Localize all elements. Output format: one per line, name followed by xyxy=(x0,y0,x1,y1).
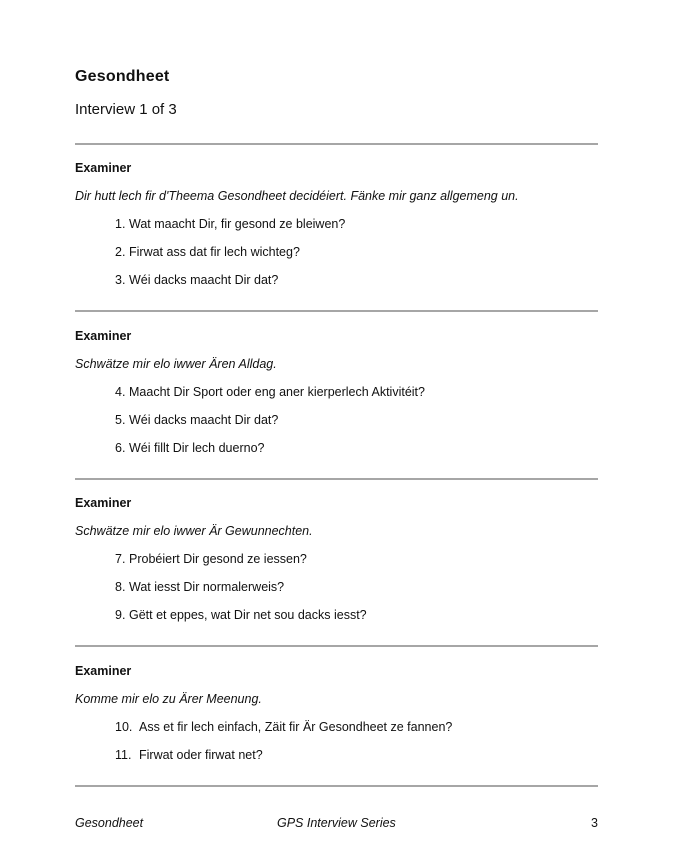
question-item xyxy=(75,244,598,260)
question-item xyxy=(75,551,598,567)
section-divider xyxy=(75,645,598,647)
question-text: Wat maacht Dir, fir gesond ze bleiwen? xyxy=(129,217,346,231)
section-divider xyxy=(75,143,598,145)
section-divider xyxy=(75,310,598,312)
question-number: 5. xyxy=(115,413,126,427)
question-text: Wat iesst Dir normalerweis? xyxy=(129,580,285,594)
question-list xyxy=(75,551,598,623)
question-number: 2. xyxy=(115,245,126,259)
question-number: 10. xyxy=(115,720,133,734)
section-intro: Schwätze mir elo iwwer Ären Alldag. xyxy=(75,357,277,371)
examiner-section-2 xyxy=(75,328,598,456)
question-number: 6. xyxy=(115,441,126,455)
question-list xyxy=(75,719,598,763)
question-item xyxy=(75,216,598,232)
footer-title: Gesondheet xyxy=(75,816,144,830)
section-intro: Schwätze mir elo iwwer Är Gewunnechten. xyxy=(75,524,313,538)
question-text: Probéiert Dir gesond ze iessen? xyxy=(129,552,307,566)
examiner-section-1 xyxy=(75,160,598,288)
question-item xyxy=(75,747,598,763)
question-text: Maacht Dir Sport oder eng aner kierperlech Aktivitéit? xyxy=(129,385,425,399)
question-item xyxy=(75,384,598,400)
question-number: 8. xyxy=(115,580,126,594)
question-list xyxy=(75,216,598,288)
question-number: 11. xyxy=(115,748,132,762)
question-item xyxy=(75,440,598,456)
question-item xyxy=(75,719,598,735)
section-intro: Komme mir elo zu Ärer Meenung. xyxy=(75,692,262,706)
examiner-label: Examiner xyxy=(75,496,132,510)
question-text: Wéi fillt Dir lech duerno? xyxy=(129,441,265,455)
section-intro: Dir hutt lech fir d'Theema Gesondheet decidéiert. Fänke mir ganz allgemeng un. xyxy=(75,189,519,203)
document-subtitle: Interview 1 of 3 xyxy=(75,101,177,118)
page-number: 3 xyxy=(591,816,598,830)
document-page xyxy=(75,0,598,867)
question-text: Firwat oder firwat net? xyxy=(139,748,263,762)
document-title: Gesondheet xyxy=(75,68,170,85)
question-number: 3. xyxy=(115,273,126,287)
examiner-section-3 xyxy=(75,495,598,623)
section-divider xyxy=(75,478,598,480)
question-text: Ass et fir lech einfach, Zäit fir Är Gesondheet ze fannen? xyxy=(139,720,453,734)
question-number: 4. xyxy=(115,385,126,399)
footer-series: GPS Interview Series xyxy=(277,816,396,830)
examiner-label: Examiner xyxy=(75,329,132,343)
examiner-section-4 xyxy=(75,663,598,763)
question-number: 1. xyxy=(115,217,126,231)
examiner-label: Examiner xyxy=(75,664,132,678)
question-list xyxy=(75,384,598,456)
question-number: 9. xyxy=(115,608,126,622)
section-divider xyxy=(75,785,598,787)
question-text: Firwat ass dat fir lech wichteg? xyxy=(129,245,300,259)
question-text: Gëtt et eppes, wat Dir net sou dacks iesst? xyxy=(129,608,367,622)
examiner-label: Examiner xyxy=(75,161,132,175)
question-text: Wéi dacks maacht Dir dat? xyxy=(129,273,279,287)
question-item xyxy=(75,412,598,428)
question-item xyxy=(75,579,598,595)
question-text: Wéi dacks maacht Dir dat? xyxy=(129,413,279,427)
question-item xyxy=(75,272,598,288)
question-item xyxy=(75,607,598,623)
question-number: 7. xyxy=(115,552,126,566)
